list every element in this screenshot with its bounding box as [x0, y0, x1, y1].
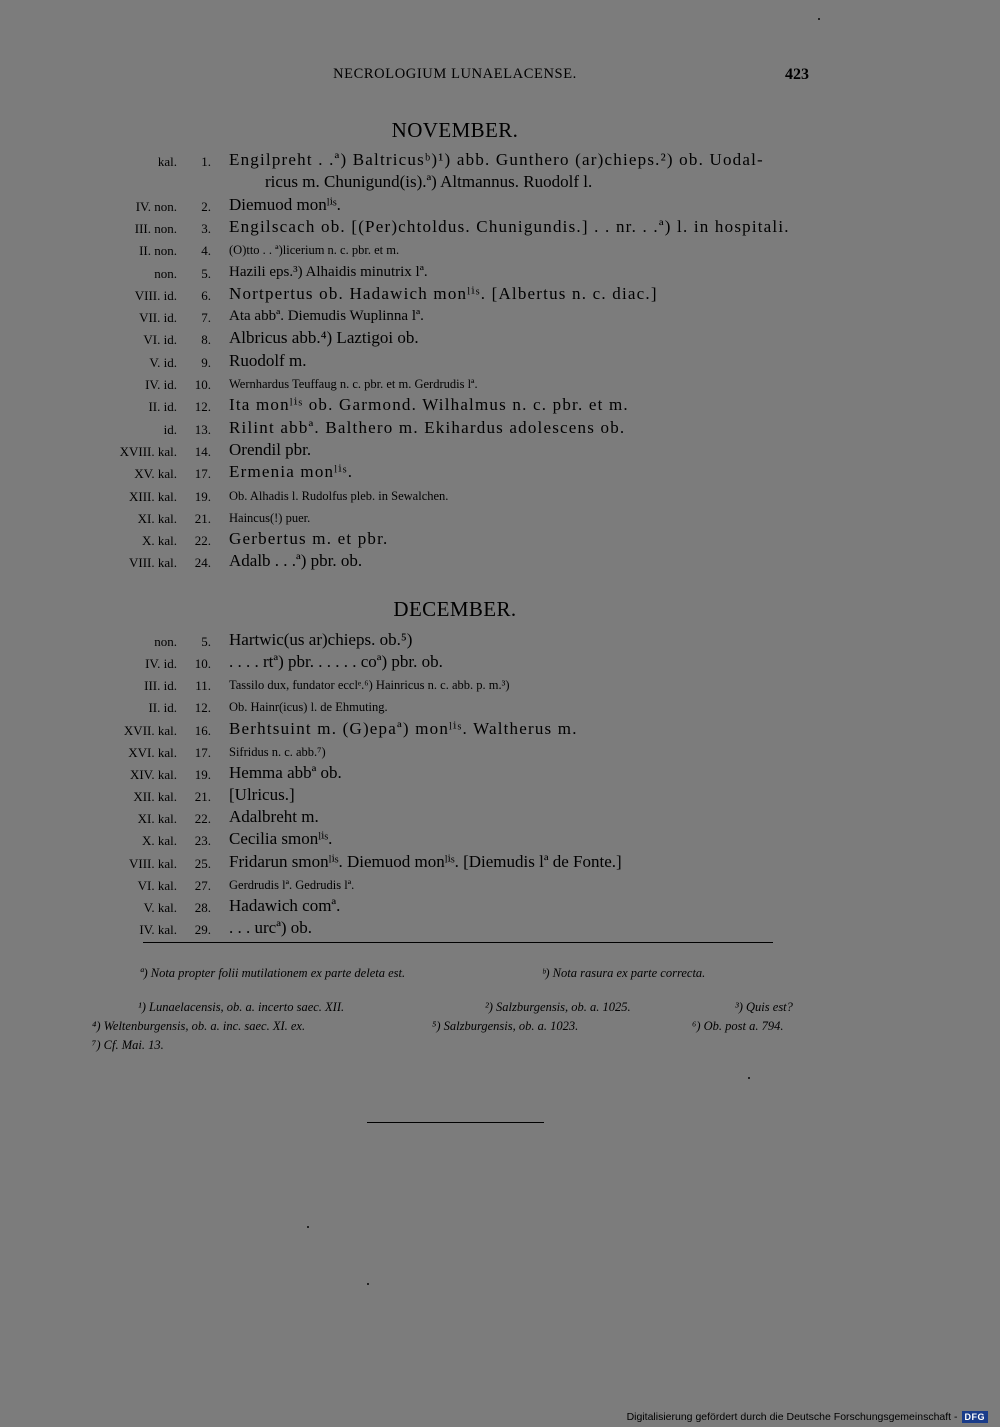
- entry-text: Adalb . . .ª) pbr. ob.: [229, 551, 363, 571]
- day-number: 8.: [201, 332, 211, 348]
- entry-row: [0, 674, 1000, 696]
- day-number: 11.: [195, 678, 211, 694]
- calendar-date: non.: [154, 634, 177, 649]
- entry-row: [0, 418, 1000, 440]
- entry-row: [0, 328, 1000, 350]
- entry-row: [0, 874, 1000, 896]
- entry-text: Hartwic(us ar)chieps. ob.⁵): [229, 630, 413, 649]
- day-number: 23.: [194, 833, 211, 849]
- day-number: 17.: [194, 744, 211, 760]
- day-number: 10.: [194, 377, 211, 392]
- day-number: 28.: [194, 899, 211, 915]
- entry-row: [0, 239, 1000, 261]
- entry-row: [0, 763, 1000, 785]
- calendar-date: VII. id.: [139, 310, 177, 326]
- entry-row: [0, 652, 1000, 674]
- calendar-date: III. id.: [144, 678, 177, 694]
- footnote-3: ³) Quis est?: [735, 1000, 793, 1014]
- dfg-logo-icon: DFG: [962, 1411, 989, 1423]
- calendar-date: XIII. kal.: [128, 488, 177, 504]
- day-number: 17.: [194, 466, 211, 482]
- day-number: 27.: [194, 877, 211, 893]
- day-number: 5.: [201, 265, 211, 281]
- footnote-a: ª) Nota propter folii mutilationem ex parte deleta est.: [140, 966, 406, 980]
- calendar-date: IV. id.: [145, 377, 177, 392]
- calendar-date: X. kal.: [141, 533, 177, 549]
- entry-text: Cecilia smonˡⁱˢ.: [229, 829, 333, 849]
- footnote-1: ¹) Lunaelacensis, ob. a. incerto saec. XII.: [138, 1000, 345, 1014]
- entry-row: [0, 217, 1000, 239]
- entry-text: Haincus(!) puer.: [229, 510, 311, 525]
- calendar-date: VI. kal.: [137, 877, 177, 893]
- entry-row: [0, 741, 1000, 763]
- end-rule: [367, 1122, 544, 1123]
- entry-text: Albricus abb.⁴) Laztigoi ob.: [229, 328, 419, 348]
- entry-row: [0, 630, 1000, 652]
- page-number: 423: [785, 66, 809, 83]
- entry-row: [0, 284, 1000, 306]
- calendar-date: XI. kal.: [137, 811, 177, 827]
- footnote-6: ⁶) Ob. post a. 794.: [692, 1019, 784, 1033]
- day-number: 4.: [201, 243, 211, 259]
- day-number: 3.: [201, 220, 211, 236]
- entry-text: Ob. Hainr(icus) l. de Ehmuting.: [229, 700, 388, 715]
- day-number: 21.: [194, 510, 211, 526]
- entry-row: [0, 696, 1000, 718]
- calendar-date: XVII. kal.: [123, 722, 177, 738]
- calendar-date: non.: [154, 265, 177, 281]
- calendar-date: VI. id.: [143, 332, 177, 348]
- day-number: 2.: [201, 198, 211, 214]
- entry-row: [0, 440, 1000, 462]
- day-number: 1.: [201, 154, 211, 169]
- calendar-date: XII. kal.: [133, 789, 177, 805]
- day-number: 21.: [194, 789, 211, 805]
- entry-text: Engilscach ob. [(Per)chtoldus. Chunigundis.] . . nr. . .ª) l. in hospitali.: [229, 216, 790, 236]
- entry-text: Hazili eps.³) Alhaidis minutrix lª.: [229, 263, 428, 280]
- entry-row: [0, 551, 1000, 573]
- calendar-date: IV. kal.: [139, 921, 177, 937]
- day-number: 12.: [194, 700, 211, 716]
- scan-speck: [748, 1077, 750, 1079]
- entry-text: . . . . rtª) pbr. . . . . . coª) pbr. ob.: [229, 652, 443, 672]
- entry-row: [0, 195, 1000, 217]
- day-number: 25.: [194, 855, 211, 871]
- day-number: 14.: [194, 443, 211, 459]
- footnote-2: ²) Salzburgensis, ob. a. 1025.: [485, 1000, 631, 1014]
- calendar-date: IV. non.: [135, 198, 177, 214]
- day-number: 5.: [201, 634, 211, 649]
- day-number: 9.: [201, 354, 211, 370]
- day-number: 22.: [194, 533, 211, 549]
- entry-row: [0, 485, 1000, 507]
- entry-text: Sifridus n. c. abb.⁷): [229, 744, 326, 759]
- entry-text: Orendil pbr.: [229, 439, 312, 459]
- entry-continuation: ricus m. Chunigund(is).ª) Altmannus. Ruodolf l.: [265, 172, 593, 192]
- day-number: 19.: [194, 488, 211, 504]
- calendar-date: id.: [163, 421, 177, 437]
- footnote-divider: [143, 942, 773, 943]
- entry-text: Diemuod monˡⁱˢ.: [229, 194, 341, 214]
- entry-text: Ermenia monˡⁱˢ.: [229, 462, 354, 482]
- day-number: 12.: [194, 399, 211, 415]
- calendar-date: XV. kal.: [134, 466, 177, 482]
- entry-text: Ob. Alhadis l. Rudolfus pleb. in Sewalchen.: [229, 488, 449, 503]
- entry-text: Hadawich comª.: [229, 895, 341, 915]
- calendar-date: II. id.: [148, 700, 177, 716]
- entry-row: [0, 529, 1000, 551]
- calendar-date: V. kal.: [143, 899, 177, 915]
- funding-credit: [627, 1411, 988, 1423]
- day-number: 22.: [194, 811, 211, 827]
- entry-text: [Ulricus.]: [229, 785, 295, 805]
- day-number: 10.: [194, 656, 211, 672]
- calendar-date: II. non.: [139, 243, 177, 259]
- footnote-7: ⁷) Cf. Mai. 13.: [92, 1038, 164, 1052]
- scan-speck: [307, 1226, 309, 1228]
- entry-text: Berhtsuint m. (G)epaª) monˡⁱˢ. Waltherus m.: [229, 718, 578, 738]
- calendar-date: III. non.: [134, 220, 177, 236]
- entry-row: [0, 719, 1000, 741]
- month-heading-december: DECEMBER.: [393, 597, 517, 621]
- calendar-date: V. id.: [149, 354, 177, 370]
- calendar-date: IV. id.: [145, 656, 177, 672]
- entry-text: Wernhardus Teuffaug n. c. pbr. et m. Gerdrudis lª.: [229, 377, 478, 391]
- month-heading-november: NOVEMBER.: [391, 118, 519, 142]
- day-number: 7.: [201, 310, 211, 326]
- day-number: 16.: [194, 722, 211, 738]
- entry-row: [0, 829, 1000, 851]
- entry-row: [0, 896, 1000, 918]
- entry-row: [0, 507, 1000, 529]
- entry-text: Adalbreht m.: [229, 807, 319, 827]
- entry-text: Engilpreht . .ª) Baltricusᵇ)¹) abb. Gunthero (ar)chieps.²) ob. Uodal-: [229, 150, 764, 169]
- entry-row: [0, 150, 1000, 172]
- entry-text: (O)tto . . ª)licerium n. c. pbr. et m.: [229, 243, 400, 258]
- scan-speck: [818, 18, 820, 20]
- calendar-date: X. kal.: [141, 833, 177, 849]
- entry-text: Hemma abbª ob.: [229, 762, 342, 782]
- entry-text: Rilint abbª. Balthero m. Ekihardus adolescens ob.: [229, 417, 626, 437]
- entry-row: [0, 351, 1000, 373]
- entry-text: Ruodolf m.: [229, 350, 307, 370]
- calendar-date: VIII. id.: [134, 287, 177, 303]
- day-number: 6.: [201, 287, 211, 303]
- calendar-date: kal.: [157, 154, 177, 169]
- entry-row: [0, 807, 1000, 829]
- footnote-b: ᵇ) Nota rasura ex parte correcta.: [542, 966, 706, 980]
- entry-row: [0, 395, 1000, 417]
- scan-speck: [367, 1283, 369, 1285]
- entry-row: [0, 785, 1000, 807]
- calendar-date: XVI. kal.: [128, 744, 177, 760]
- day-number: 29.: [194, 921, 211, 937]
- entry-text: Fridarun smonˡⁱˢ. Diemuod monˡⁱˢ. [Diemudis lª de Fonte.]: [229, 851, 622, 871]
- entry-text: . . . urcª) ob.: [229, 917, 313, 937]
- day-number: 24.: [194, 555, 211, 571]
- day-number: 13.: [194, 421, 211, 437]
- calendar-date: VIII. kal.: [128, 555, 177, 571]
- entry-row: [0, 373, 1000, 395]
- calendar-date: XIV. kal.: [129, 766, 177, 782]
- calendar-date: XVIII. kal.: [119, 443, 177, 459]
- entry-text: Ita monˡⁱˢ ob. Garmond. Wilhalmus n. c. pbr. et m.: [229, 395, 629, 415]
- entry-text: Gerdrudis lª. Gedrudis lª.: [229, 877, 355, 892]
- entry-row: [0, 462, 1000, 484]
- calendar-date: II. id.: [148, 399, 177, 415]
- entry-row: [0, 306, 1000, 328]
- entry-row: [0, 918, 1000, 940]
- entry-text: Nortpertus ob. Hadawich monˡⁱˢ. [Albertus n. c. diac.]: [229, 283, 658, 303]
- calendar-date: VIII. kal.: [128, 855, 177, 871]
- footnote-5: ⁵) Salzburgensis, ob. a. 1023.: [432, 1019, 579, 1033]
- entry-text: Gerbertus m. et pbr.: [229, 529, 389, 549]
- entry-row: [0, 852, 1000, 874]
- footnote-4: ⁴) Weltenburgensis, ob. a. inc. saec. XI. ex.: [92, 1019, 306, 1033]
- entry-text: Ata abbª. Diemudis Wuplinna lª.: [229, 308, 424, 325]
- calendar-date: XI. kal.: [137, 510, 177, 526]
- entry-text: Tassilo dux, fundator ecclᵉ.⁶) Hainricus n. c. abb. p. m.³): [229, 678, 510, 693]
- running-header: NECROLOGIUM LUNAELACENSE.: [333, 66, 577, 82]
- day-number: 19.: [194, 766, 211, 782]
- funding-credit-text: Digitalisierung gefördert durch die Deutsche Forschungsgemeinschaft -: [626, 1411, 958, 1423]
- entry-row: [0, 262, 1000, 284]
